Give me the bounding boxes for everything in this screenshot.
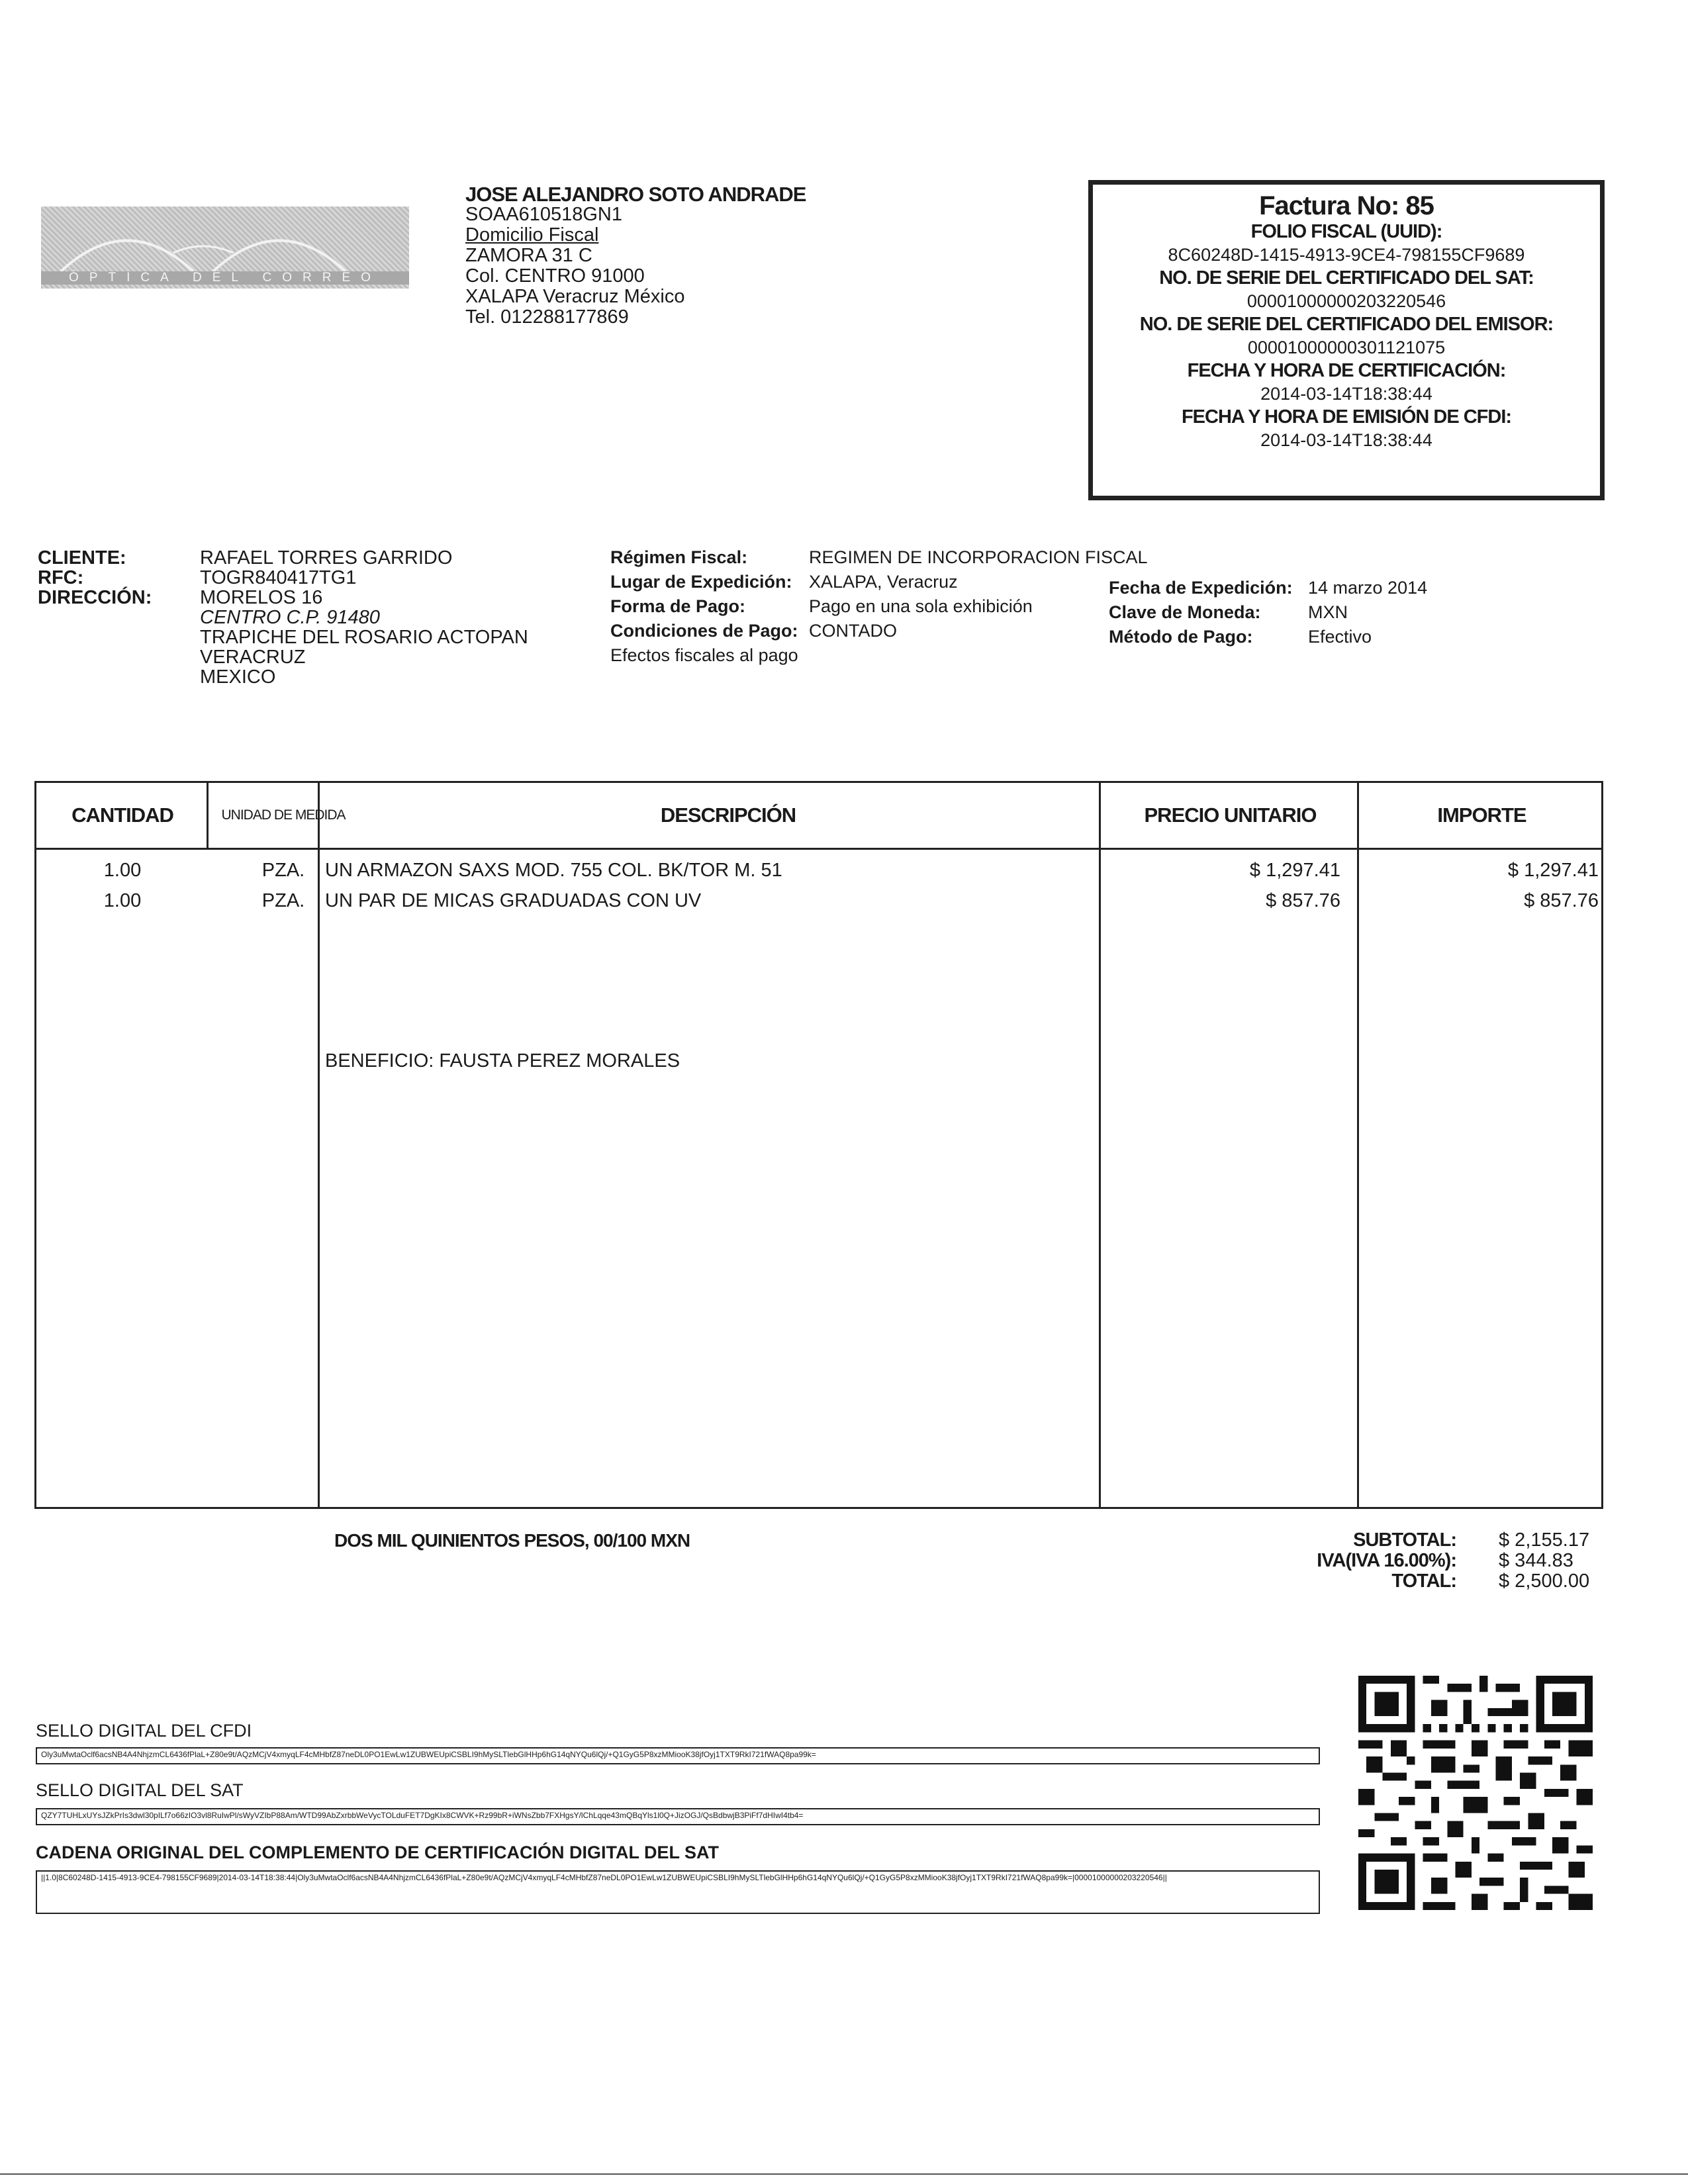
client-country: MEXICO <box>200 666 276 688</box>
cadena-original-title: CADENA ORIGINAL DEL COMPLEMENTO DE CERTIFICACIÓN DIGITAL DEL SAT <box>36 1843 720 1862</box>
condiciones-value: CONTADO <box>809 621 897 641</box>
moneda-label: Clave de Moneda: <box>1109 602 1261 622</box>
sello-sat-box: QZY7TUHLxUYsJZkPrIs3dwl30pILf7o66zIO3vl8RuIwPl/sWyVZIbP88Am/WTD99AbZxrbbWeVycTOLduFET7DgKIx8CWVK+Rz99bR+iWNsZbb7FXHgsY/lChLqqe43mQBqYls1l0Q+JizOGJ/QsBdbwjB3PiFf7dHIwI4tb4= <box>36 1808 1320 1825</box>
table-header <box>36 783 1601 850</box>
details-values <box>809 545 1148 643</box>
fecha-label: Fecha de Expedición: <box>1109 578 1293 598</box>
regimen-label: Régimen Fiscal: <box>610 547 748 567</box>
client-cp: CENTRO C.P. 91480 <box>200 607 380 628</box>
totals-labels <box>1192 1530 1456 1592</box>
issuer-phone: Tel. 012288177869 <box>465 306 629 328</box>
regimen-value: REGIMEN DE INCORPORACION FISCAL <box>809 547 1148 567</box>
forma-value: Pago en una sola exhibición <box>809 596 1033 616</box>
issuer-info <box>465 184 806 328</box>
table-row <box>36 856 1601 886</box>
beneficiary-note: BENEFICIO: FAUSTA PEREZ MORALES <box>325 1050 680 1071</box>
header-precio: PRECIO UNITARIO <box>1144 803 1317 827</box>
row-description: UN ARMAZON SAXS MOD. 755 COL. BK/TOR M. 51 <box>325 860 782 881</box>
row-amount: $ 1,297.41 <box>1507 860 1599 881</box>
invoice-number: Factura No: 85 <box>1259 191 1434 220</box>
domicilio-fiscal-label: Domicilio Fiscal <box>465 224 599 246</box>
client-street: MORELOS 16 <box>200 587 323 608</box>
row-unit: PZA. <box>261 890 305 911</box>
subtotal-label: SUBTOTAL: <box>1353 1529 1456 1551</box>
company-logo <box>41 206 409 289</box>
total-label: TOTAL: <box>1391 1570 1456 1592</box>
page-bottom-edge <box>0 2173 1688 2175</box>
folio-value: 8C60248D-1415-4913-9CE4-798155CF9689 <box>1168 245 1525 265</box>
details-labels <box>610 545 798 668</box>
payment-values <box>1308 576 1427 649</box>
lugar-label: Lugar de Expedición: <box>610 572 792 592</box>
emision-date-label: FECHA Y HORA DE EMISIÓN DE CFDI: <box>1181 406 1512 428</box>
iva-label: IVA(IVA 16.00%): <box>1317 1550 1456 1571</box>
row-description: UN PAR DE MICAS GRADUADAS CON UV <box>325 890 702 911</box>
rfc-label: RFC: <box>38 567 84 588</box>
fiscal-info-box <box>1088 180 1605 500</box>
header-importe: IMPORTE <box>1437 803 1526 827</box>
fecha-value: 14 marzo 2014 <box>1308 578 1428 598</box>
items-table <box>34 781 1603 1509</box>
forma-label: Forma de Pago: <box>610 596 746 616</box>
sat-cert-label: NO. DE SERIE DEL CERTIFICADO DEL SAT: <box>1159 267 1534 289</box>
sat-cert-value: 00001000000203220546 <box>1246 291 1446 311</box>
direccion-label: DIRECCIÓN: <box>38 587 152 608</box>
moneda-value: MXN <box>1308 602 1348 622</box>
row-price: $ 1,297.41 <box>1249 860 1340 881</box>
client-locality: TRAPICHE DEL ROSARIO ACTOPAN <box>200 627 528 648</box>
row-unit: PZA. <box>261 860 305 881</box>
cadena-original-box: ||1.0|8C60248D-1415-4913-9CE4-798155CF9689|2014-03-14T18:38:44|Oly3uMwtaOclf6acsNB4A4NhjzmCL6436fPlaL+Z80e9t/AQzMCjV4xmyqLF4cMHbfZ87neDL0PO1EwLw1ZUBWEUpiCSBLI9hMySLTlebGlHHp6hG14qNYQu6lQj/+Q1GyG5P8xzMMiooK38jfOyj1TXT9RkI721fWAQ8pa99k=|00001000000203220546|| <box>36 1870 1320 1914</box>
row-amount: $ 857.76 <box>1524 890 1599 911</box>
cert-date-label: FECHA Y HORA DE CERTIFICACIÓN: <box>1187 360 1506 381</box>
lugar-value: XALAPA, Veracruz <box>809 572 958 592</box>
issuer-street: ZAMORA 31 C <box>465 245 592 266</box>
qr-code <box>1358 1676 1593 1910</box>
header-unidad: UNIDAD DE MEDIDA <box>221 807 346 823</box>
issuer-name: JOSE ALEJANDRO SOTO ANDRADE <box>465 183 806 206</box>
client-values <box>200 548 528 687</box>
amount-in-words: DOS MIL QUINIENTOS PESOS, 00/100 MXN <box>334 1530 690 1551</box>
sello-cfdi-title: SELLO DIGITAL DEL CFDI <box>36 1721 252 1741</box>
condiciones-label: Condiciones de Pago: <box>610 621 798 641</box>
sello-cfdi-box: Oly3uMwtaOclf6acsNB4A4NhjzmCL6436fPlaL+Z80e9t/AQzMCjV4xmyqLF4cMHbfZ87neDL0PO1EwLw1ZUBWEUpiCSBLI9hMySLTlebGlHHp6hG14qNYQu6lQj/+Q1GyG5P8xzMMiooK38jfOyj1TXT9RkI721fWAQ8pa99k= <box>36 1747 1320 1764</box>
client-rfc: TOGR840417TG1 <box>200 567 357 588</box>
total-value: $ 2,500.00 <box>1499 1570 1590 1592</box>
sello-sat-title: SELLO DIGITAL DEL SAT <box>36 1780 244 1800</box>
row-qty: 1.00 <box>103 890 142 911</box>
cliente-label: CLIENTE: <box>38 547 126 569</box>
row-price: $ 857.76 <box>1266 890 1340 911</box>
iva-value: $ 344.83 <box>1499 1550 1573 1571</box>
issuer-colonia: Col. CENTRO 91000 <box>465 265 645 287</box>
metodo-label: Método de Pago: <box>1109 627 1253 647</box>
client-labels <box>38 548 152 608</box>
totals-values <box>1499 1530 1589 1592</box>
table-row <box>36 886 1601 917</box>
subtotal-value: $ 2,155.17 <box>1499 1529 1590 1551</box>
header-descripcion: DESCRIPCIÓN <box>660 803 796 827</box>
row-qty: 1.00 <box>103 860 142 881</box>
client-name: RAFAEL TORRES GARRIDO <box>200 547 453 569</box>
payment-labels <box>1109 576 1293 649</box>
cert-date-value: 2014-03-14T18:38:44 <box>1260 384 1432 404</box>
issuer-city: XALAPA Veracruz México <box>465 286 685 307</box>
emisor-cert-value: 00001000000301121075 <box>1247 338 1446 357</box>
client-state: VERACRUZ <box>200 647 306 668</box>
issuer-rfc: SOAA610518GN1 <box>465 204 622 225</box>
emision-date-value: 2014-03-14T18:38:44 <box>1260 430 1432 450</box>
metodo-value: Efectivo <box>1308 627 1372 647</box>
logo-text: ÓPTICA DEL CORREO <box>41 271 409 285</box>
folio-label: FOLIO FISCAL (UUID): <box>1250 221 1442 242</box>
efectos-text: Efectos fiscales al pago <box>610 645 798 665</box>
emisor-cert-label: NO. DE SERIE DEL CERTIFICADO DEL EMISOR: <box>1139 314 1554 335</box>
header-cantidad: CANTIDAD <box>71 803 173 827</box>
column-divider <box>207 783 209 848</box>
